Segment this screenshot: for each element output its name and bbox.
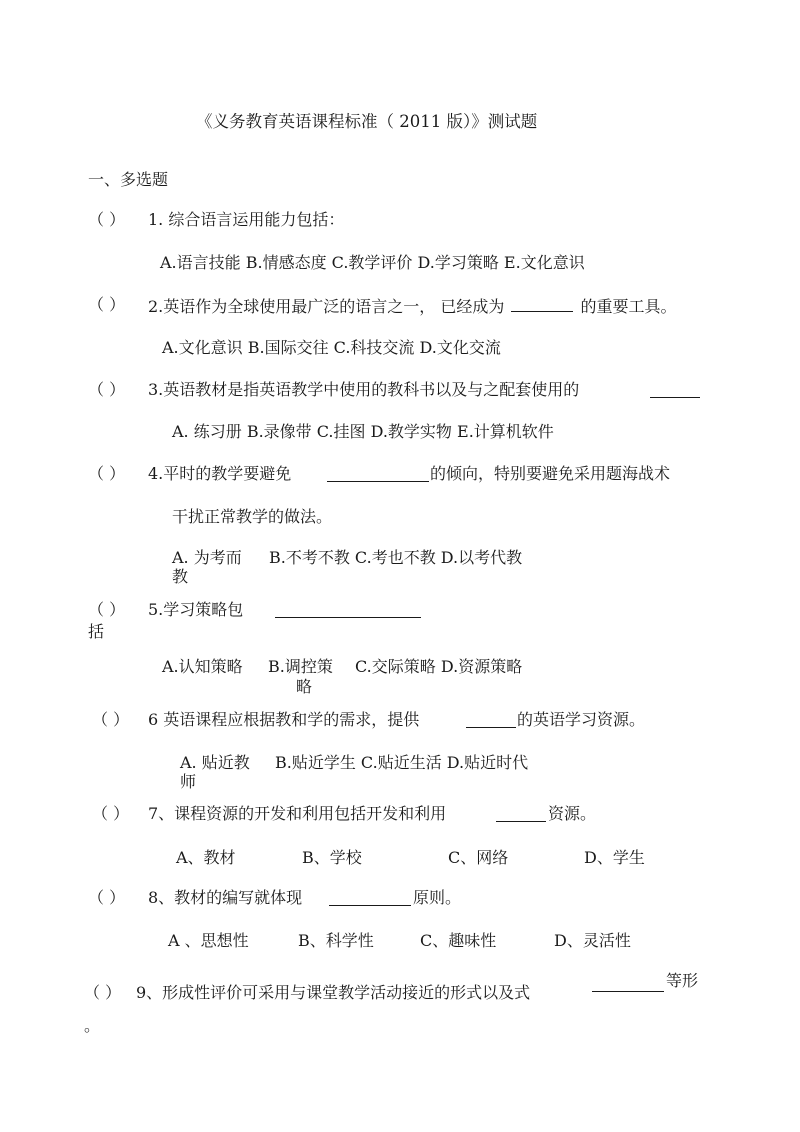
question-5-option-b-wrap: 略: [296, 677, 313, 696]
question-8-text-b: 原则。: [413, 888, 462, 907]
question-8-option-c: C、趣味性: [420, 931, 497, 950]
question-4-text-b: 的倾向，特别要避免采用题海战术: [430, 464, 671, 483]
question-2-stem: [148, 295, 677, 317]
answer-paren-q9: （ ）: [84, 983, 122, 1002]
question-8-option-d: D、灵活性: [554, 931, 631, 950]
question-7-text-a: 7、课程资源的开发和利用包括开发和利用: [148, 804, 447, 823]
question-6-option-a-wrap: 师: [180, 772, 197, 791]
answer-paren-q1: （ ）: [88, 210, 126, 229]
answer-paren-q7: （ ）: [92, 804, 130, 823]
question-7-option-c: C、网络: [448, 848, 509, 867]
question-5-option-b: B.调控策: [268, 657, 333, 676]
question-5-option-a: A.认知策略: [162, 657, 243, 676]
answer-blank: [496, 805, 546, 822]
question-9-text-b: 等形: [666, 971, 699, 990]
question-6-options-rest: B.贴近学生 C.贴近生活 D.贴近时代: [275, 753, 529, 772]
answer-paren-q6: （ ）: [92, 710, 130, 729]
question-6-text-b: 的英语学习资源。: [517, 710, 646, 729]
question-1-options: A.语言技能 B.情感态度 C.教学评价 D.学习策略 E.文化意识: [160, 253, 585, 272]
question-6-text-a: 6 英语课程应根据教和学的需求，提供: [148, 710, 420, 729]
question-7-option-b: B、学校: [302, 848, 362, 867]
answer-paren-q5: （ ）: [88, 600, 126, 619]
question-2-options: A.文化意识 B.国际交往 C.科技交流 D.文化交流: [162, 338, 501, 357]
question-9-text-a: 9、形成性评价可采用与课堂教学活动接近的形式以及式: [136, 983, 531, 1002]
question-4-option-a-wrap: 教: [172, 567, 189, 586]
question-4-option-a: A. 为考而: [172, 548, 242, 567]
question-9-text-c: 。: [84, 1016, 101, 1035]
answer-blank: [327, 465, 429, 482]
page-title: 《义务教育英语课程标准（ 2011 版）》测试题: [196, 112, 538, 131]
question-5-options-rest: C.交际策略 D.资源策略: [355, 657, 523, 676]
question-7-option-d: D、学生: [584, 848, 645, 867]
answer-blank: [275, 601, 421, 618]
question-7-text-b: 资源。: [548, 804, 597, 823]
question-4-text-a: 4.平时的教学要避免: [148, 464, 292, 483]
question-4-options-rest: B.不考不教 C.考也不教 D.以考代教: [269, 548, 523, 567]
question-3-stem: 3.英语教材是指英语教学中使用的教科书以及与之配套使用的: [148, 380, 580, 399]
question-5-text-a: 5.学习策略包: [148, 600, 244, 619]
answer-paren-q3: （ ）: [88, 380, 126, 399]
question-3-options: A. 练习册 B.录像带 C.挂图 D.教学实物 E.计算机软件: [172, 422, 554, 441]
answer-paren-q2: （ ）: [88, 295, 126, 314]
answer-paren-q8: （ ）: [88, 888, 126, 907]
question-8-option-a: A 、思想性: [168, 931, 249, 950]
question-8-text-a: 8、教材的编写就体现: [148, 888, 303, 907]
question-7-option-a: A、教材: [176, 848, 236, 867]
question-6-option-a: A. 贴近教: [180, 753, 250, 772]
question-2-text-b: 的重要工具。: [580, 297, 677, 316]
question-8-option-b: B、科学性: [298, 931, 374, 950]
answer-blank: [592, 975, 664, 992]
question-2-text-a: 2.英语作为全球使用最广泛的语言之一， 已经成为: [148, 297, 505, 316]
answer-blank: [466, 711, 516, 728]
answer-blank: [329, 889, 411, 906]
answer-blank: [650, 381, 700, 398]
question-1-stem: 1. 综合语言运用能力包括：: [148, 210, 345, 229]
question-5-text-b: 括: [88, 622, 105, 641]
question-4-text-c: 干扰正常教学的做法。: [172, 507, 333, 526]
section-heading: 一、多选题: [88, 170, 169, 189]
answer-paren-q4: （ ）: [88, 464, 126, 483]
answer-blank: [511, 295, 573, 312]
